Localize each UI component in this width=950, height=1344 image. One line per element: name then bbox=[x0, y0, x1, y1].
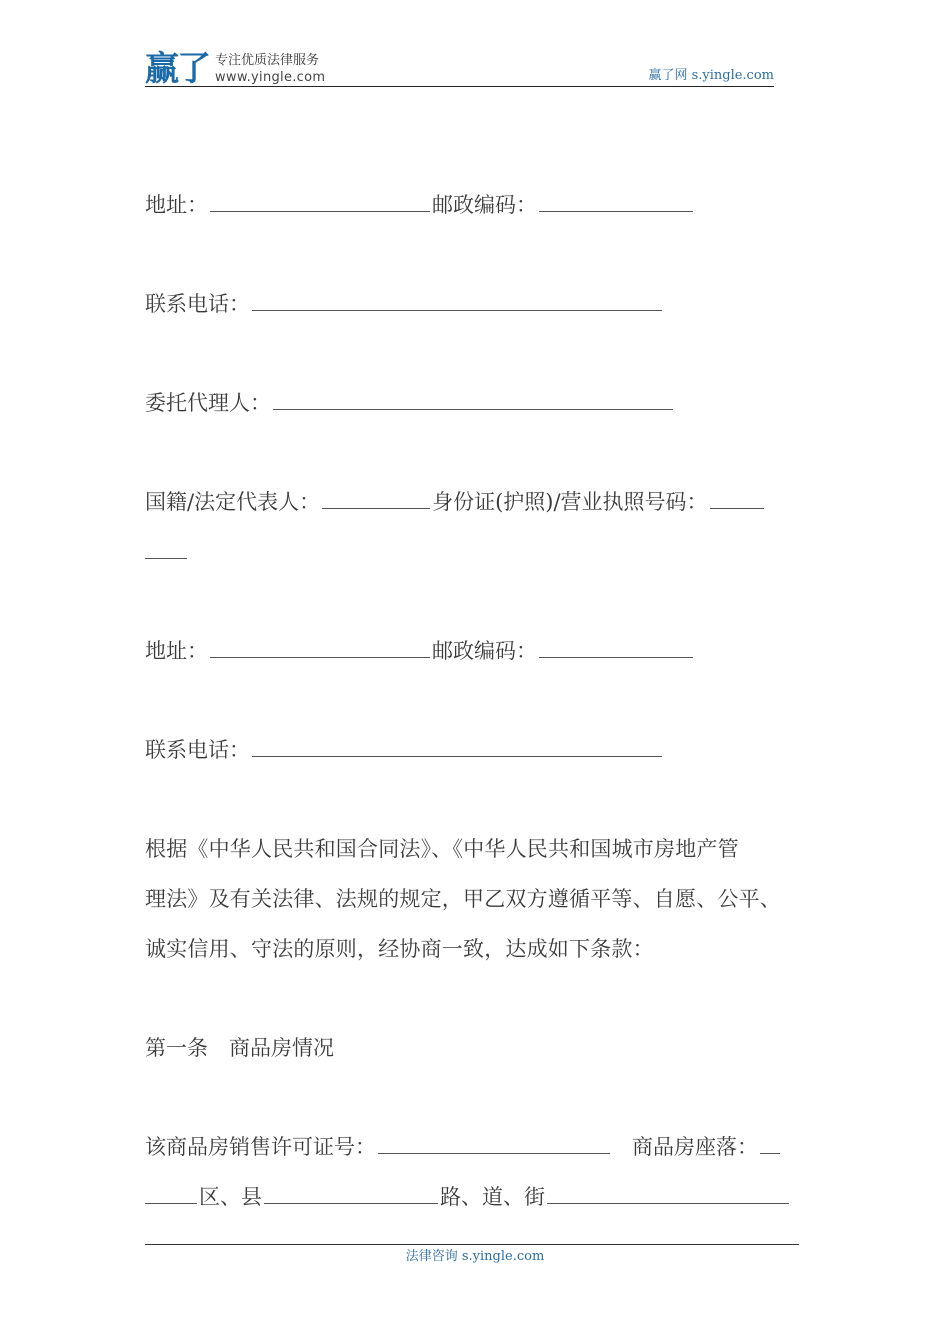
district-label: 区、县 bbox=[199, 1185, 262, 1209]
district-line bbox=[145, 1172, 807, 1222]
id-blank-continued[interactable] bbox=[145, 557, 187, 559]
id-blank[interactable] bbox=[710, 507, 764, 509]
phone-line-1 bbox=[145, 279, 807, 329]
representative-label: 国籍/法定代表人： bbox=[145, 490, 321, 514]
address-blank[interactable] bbox=[210, 656, 430, 658]
legal-basis-paragraph-line-3: 诚实信用、守法的原则，经协商一致，达成如下条款： bbox=[145, 937, 654, 961]
address-label: 地址： bbox=[145, 193, 208, 217]
header-site-link[interactable]: 赢了网 s.yingle.com bbox=[648, 68, 774, 83]
license-label: 该商品房销售许可证号： bbox=[145, 1135, 376, 1159]
license-blank[interactable] bbox=[378, 1152, 610, 1154]
legal-basis-paragraph-line-1: 根据《中华人民共和国合同法》、《中华人民共和国城市房地产管 bbox=[145, 837, 739, 861]
address-line-2 bbox=[145, 626, 807, 676]
representative-blank[interactable] bbox=[322, 507, 430, 509]
representative-line bbox=[145, 477, 807, 527]
address-blank[interactable] bbox=[210, 210, 430, 212]
postcode-label: 邮政编码： bbox=[432, 193, 537, 217]
agent-line bbox=[145, 378, 807, 428]
agent-label: 委托代理人： bbox=[145, 391, 271, 415]
address-line-1 bbox=[145, 180, 807, 230]
phone-label: 联系电话： bbox=[145, 292, 250, 316]
logo-slogan: 专注优质法律服务 bbox=[215, 53, 320, 68]
document-body bbox=[145, 180, 807, 1222]
district-blank[interactable] bbox=[264, 1202, 438, 1204]
location-blank-continued[interactable] bbox=[145, 1202, 197, 1204]
id-label: 身份证(护照)/营业执照号码： bbox=[432, 490, 708, 514]
license-line bbox=[145, 1122, 807, 1172]
agent-blank[interactable] bbox=[273, 408, 673, 410]
postcode-blank[interactable] bbox=[539, 656, 693, 658]
road-label: 路、道、街 bbox=[440, 1185, 545, 1209]
phone-blank[interactable] bbox=[252, 755, 662, 757]
id-continuation bbox=[145, 527, 807, 577]
footer-link[interactable]: 法律咨询 s.yingle.com bbox=[405, 1249, 545, 1264]
header-divider bbox=[145, 86, 774, 87]
phone-label: 联系电话： bbox=[145, 738, 250, 762]
article-1-heading: 第一条 商品房情况 bbox=[145, 1036, 334, 1060]
logo-mark: 赢了 bbox=[145, 49, 209, 89]
phone-line-2 bbox=[145, 725, 807, 775]
address-label: 地址： bbox=[145, 639, 208, 663]
footer-divider bbox=[145, 1244, 799, 1245]
logo-url[interactable]: www.yingle.com bbox=[215, 70, 326, 85]
location-label: 商品房座落： bbox=[632, 1135, 758, 1159]
phone-blank[interactable] bbox=[252, 309, 662, 311]
legal-basis-paragraph-line-2: 理法》及有关法律、法规的规定，甲乙双方遵循平等、自愿、公平、 bbox=[145, 887, 781, 911]
page-header bbox=[145, 50, 774, 88]
road-blank[interactable] bbox=[547, 1202, 789, 1204]
postcode-blank[interactable] bbox=[539, 210, 693, 212]
location-blank[interactable] bbox=[760, 1152, 780, 1154]
postcode-label: 邮政编码： bbox=[432, 639, 537, 663]
